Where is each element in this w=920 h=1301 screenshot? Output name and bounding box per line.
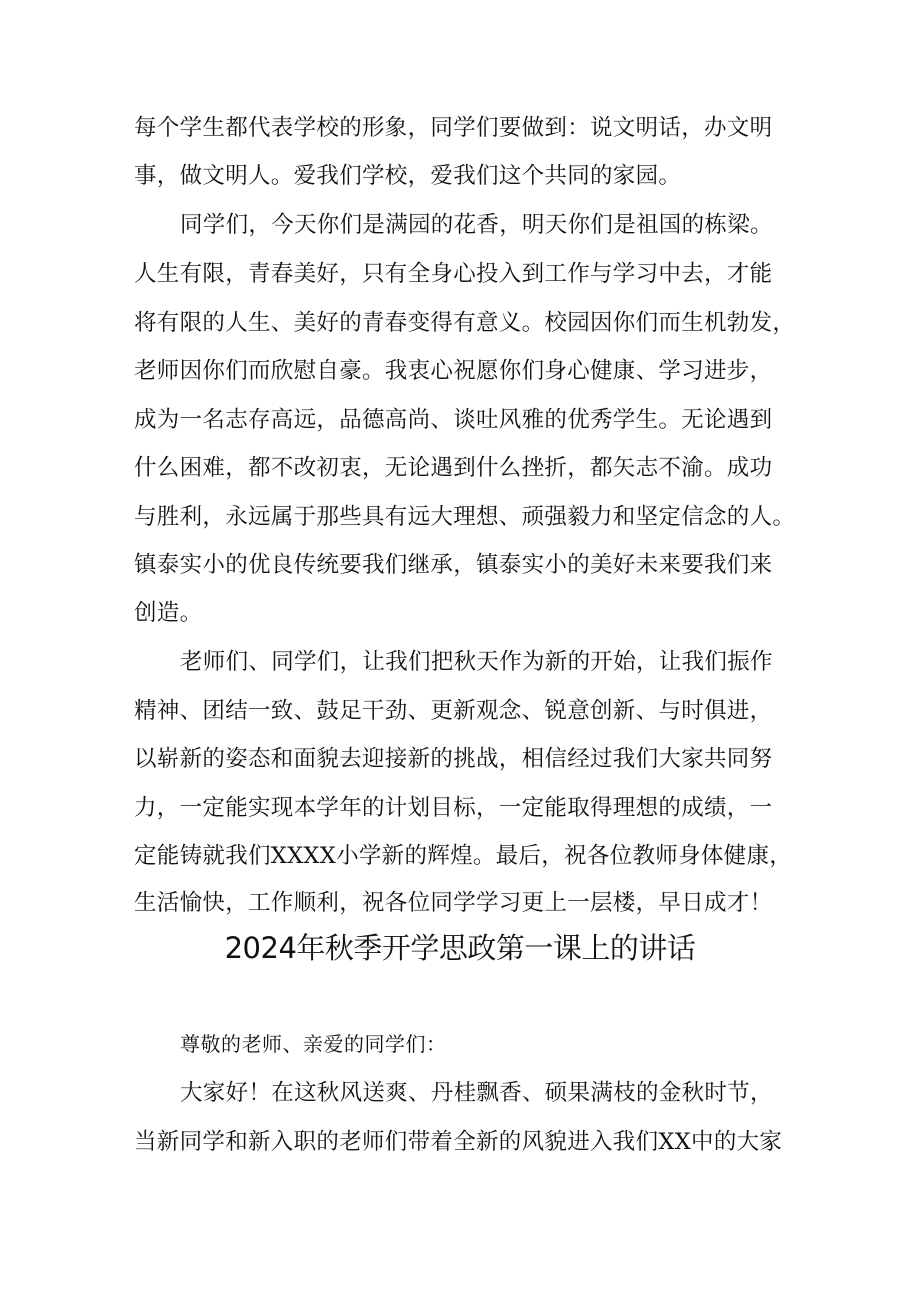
speech-salutation: 尊敬的老师、亲爱的同学们：: [180, 1032, 447, 1056]
paragraph-3-line-2: 精神、团结一致、鼓足干劲、更新观念、锐意创新、与时俱进，: [134, 698, 773, 724]
speech-title: 2024年秋季开学思政第一课上的讲话: [224, 931, 696, 965]
speech-line-1: 大家好！在这秋风送爽、丹桂飘香、硕果满枝的金秋时节，: [180, 1080, 773, 1106]
paragraph-1-line-2: 事，做文明人。爱我们学校，爱我们这个共同的家园。: [134, 163, 682, 189]
paragraph-2-line-3: 将有限的人生、美好的青春变得有意义。校园因你们而生机勃发，: [134, 310, 796, 336]
speech-line-2: 当新同学和新入职的老师们带着全新的风貌进入我们XX中的大家: [134, 1129, 783, 1155]
paragraph-1-line-1: 每个学生都代表学校的形象，同学们要做到：说文明话，办文明: [134, 115, 773, 141]
paragraph-3-line-4: 力，一定能实现本学年的计划目标，一定能取得理想的成绩，一: [134, 795, 773, 821]
paragraph-2-line-8: 镇泰实小的优良传统要我们继承，镇泰实小的美好未来要我们来: [134, 552, 773, 578]
paragraph-3-line-6: 生活愉快，工作顺利，祝各位同学学习更上一层楼，早日成才！: [134, 890, 773, 916]
paragraph-2-line-4: 老师因你们而欣慰自豪。我衷心祝愿你们身心健康、学习进步，: [134, 358, 773, 384]
paragraph-2-line-7: 与胜利，永远属于那些具有远大理想、顽强毅力和坚定信念的人。: [134, 504, 796, 530]
paragraph-3-line-1: 老师们、同学们，让我们把秋天作为新的开始，让我们振作: [180, 649, 773, 675]
paragraph-3-line-3: 以崭新的姿态和面貌去迎接新的挑战，相信经过我们大家共同努: [134, 746, 773, 772]
paragraph-2-line-5: 成为一名志存高远，品德高尚、谈吐风雅的优秀学生。无论遇到: [134, 407, 773, 433]
paragraph-3-line-5: 定能铸就我们XXXX小学新的辉煌。最后，祝各位教师身体健康，: [134, 843, 793, 869]
paragraph-2-line-9: 创造。: [134, 600, 203, 626]
paragraph-2-line-2: 人生有限，青春美好，只有全身心投入到工作与学习中去，才能: [134, 261, 773, 287]
paragraph-2-line-6: 什么困难，都不改初衷，无论遇到什么挫折，都矢志不渝。成功: [134, 455, 773, 481]
paragraph-2-line-1: 同学们，今天你们是满园的花香，明天你们是祖国的栋梁。: [180, 212, 773, 238]
